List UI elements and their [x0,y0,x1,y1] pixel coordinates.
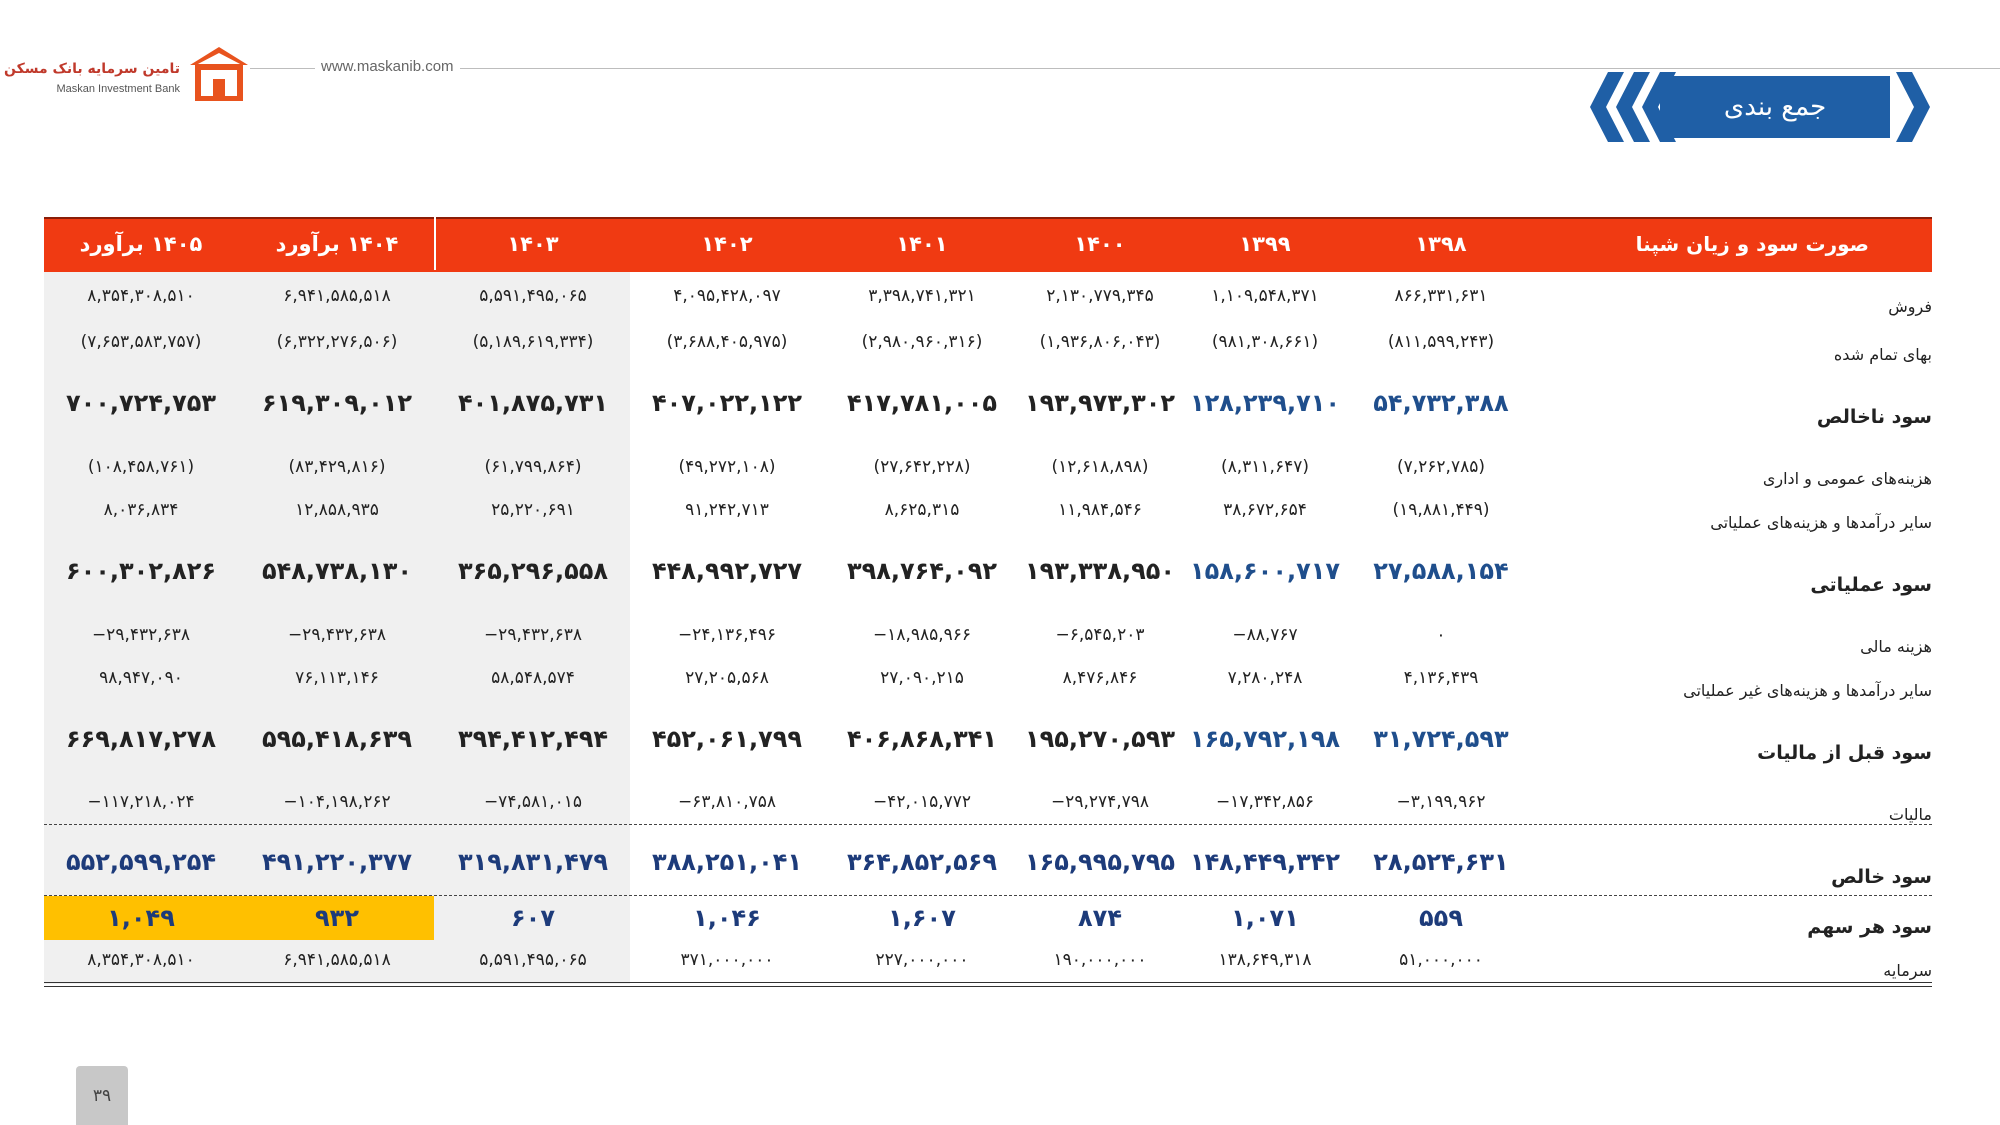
table-cell: (۲۷,۶۴۲,۲۲۸) [873,457,971,477]
logo-text-fa: تامین سرمایه بانک مسکن [3,61,180,77]
table-cell: ۱۶۵,۹۹۵,۷۹۵ [1024,848,1176,876]
column-header: ۱۴۰۲ [701,231,753,256]
row-label: سرمایه [1883,961,1932,980]
table-cell: ۵۱,۰۰۰,۰۰۰ [1399,950,1483,970]
table-cell: (۸,۳۱۱,۶۴۷) [1221,457,1309,477]
table-cell: ۱۲,۸۵۸,۹۳۵ [295,500,379,520]
table-cell: (۷,۲۶۲,۷۸۵) [1397,457,1485,477]
table-cell: ۳۹۸,۷۶۴,۰۹۲ [846,557,998,585]
table-cell: −۱۰۴,۱۹۸,۲۶۲ [283,792,391,812]
table-row [44,488,1932,532]
table-cell: −۲۹,۴۳۲,۶۳۸ [91,625,191,645]
column-header: ۱۳۹۸ [1415,231,1467,256]
table-cell: ۱۳۸,۶۴۹,۳۱۸ [1218,950,1312,970]
table-cell: ۹۱,۲۴۲,۷۱۳ [685,500,769,520]
row-label: سود عملیاتی [1810,574,1932,596]
table-cell: −۲۴,۱۳۶,۴۹۶ [677,625,777,645]
table-cell: (۸۳,۴۲۹,۸۱۶) [288,457,386,477]
table-cell: ۱۹۵,۲۷۰,۵۹۳ [1024,725,1176,753]
table-header-separator [434,217,436,270]
table-cell: ۸,۶۲۵,۳۱۵ [884,500,960,520]
table-cell: ۸۶۶,۳۳۱,۶۳۱ [1394,286,1488,306]
table-cell: ۷۶,۱۱۳,۱۴۶ [295,668,379,688]
table-cell: ۱,۱۰۹,۵۴۸,۳۷۱ [1211,286,1319,306]
table-cell: ۸,۴۷۶,۸۴۶ [1062,668,1138,688]
table-cell: ۳۶۵,۲۹۶,۵۵۸ [457,557,609,585]
table-cell: ۳,۳۹۸,۷۴۱,۳۲۱ [868,286,976,306]
table-cell: −۲۹,۴۳۲,۶۳۸ [483,625,583,645]
table-row [44,546,1932,596]
table-cell: (۱,۹۳۶,۸۰۶,۰۴۳) [1039,332,1161,352]
table-cell: ۱۲۸,۲۳۹,۷۱۰ [1189,389,1341,417]
table-cell: ۲۲۷,۰۰۰,۰۰۰ [875,950,969,970]
table-cell: −۶۳,۸۱۰,۷۵۸ [677,792,777,812]
table-cell: ۱۱,۹۸۴,۵۴۶ [1058,500,1142,520]
table-row-header: صورت سود و زیان شپنا [1635,231,1869,256]
table-cell: ۸۷۴ [1078,904,1122,932]
dashed-divider [44,824,1932,825]
table-cell: ۴۱۷,۷۸۱,۰۰۵ [846,389,998,417]
table-cell: (۱۹,۸۸۱,۴۴۹) [1392,500,1490,520]
table-row [44,940,1932,980]
row-label: سایر درآمدها و هزینه‌های غیر عملیاتی [1683,681,1932,700]
dashed-divider [44,895,1932,896]
column-header: ۱۴۰۵ برآورد [79,231,203,256]
table-cell: ۶,۹۴۱,۵۸۵,۵۱۸ [283,950,391,970]
table-row [44,836,1932,888]
table-cell: −۱۱۷,۲۱۸,۰۲۴ [87,792,195,812]
table-cell: ۷۰۰,۷۲۴,۷۵۳ [65,389,217,417]
table-cell: −۴۲,۰۱۵,۷۷۲ [872,792,972,812]
table-cell: ۶۰۷ [511,904,555,932]
table-row [44,898,1932,938]
house-logo-icon [188,45,250,101]
table-cell: ۲۸,۵۲۴,۶۳۱ [1373,848,1509,876]
table-cell: −۲۹,۴۳۲,۶۳۸ [287,625,387,645]
table-cell: ۵۹۵,۴۱۸,۶۳۹ [261,725,413,753]
table-cell: ۱,۰۴۶ [693,904,761,932]
table-cell: ۱۹۳,۹۷۳,۳۰۲ [1024,389,1176,417]
table-cell: ۳۹۴,۴۱۲,۴۹۴ [457,725,609,753]
table-row [44,378,1932,428]
table-cell: ۵,۵۹۱,۴۹۵,۰۶۵ [479,950,587,970]
table-cell: −۲۹,۲۷۴,۷۹۸ [1050,792,1150,812]
table-cell: ۱۵۸,۶۰۰,۷۱۷ [1189,557,1341,585]
table-cell: ۲,۱۳۰,۷۷۹,۳۴۵ [1046,286,1154,306]
table-row [44,714,1932,764]
table-cell: ۳۸۸,۲۵۱,۰۴۱ [651,848,803,876]
table-cell: ۵,۵۹۱,۴۹۵,۰۶۵ [479,286,587,306]
header-divider-left [250,68,300,69]
table-cell: ۱,۶۰۷ [888,904,956,932]
table-cell: ۴۰۱,۸۷۵,۷۳۱ [457,389,609,417]
row-label: سود خالص [1831,866,1932,888]
table-cell: ۱,۰۴۹ [107,904,175,932]
column-header: ۱۴۰۱ [896,231,948,256]
row-label: مالیات [1888,805,1932,824]
table-cell: ۹۸,۹۴۷,۰۹۰ [99,668,183,688]
website-url: www.maskanib.com [315,58,460,75]
table-row [44,780,1932,824]
column-header: ۱۳۹۹ [1239,231,1291,256]
table-cell: −۸۸,۷۶۷ [1232,625,1298,645]
table-cell: ۶۶۹,۸۱۷,۲۷۸ [65,725,217,753]
table-cell: −۱۷,۳۴۲,۸۵۶ [1215,792,1315,812]
table-cell: ۲۵,۲۲۰,۶۹۱ [491,500,575,520]
table-cell: ۲۷,۰۹۰,۲۱۵ [880,668,964,688]
header-divider [300,68,2000,69]
table-cell: ۱۴۸,۴۴۹,۳۴۲ [1189,848,1341,876]
table-cell: ۴۴۸,۹۹۲,۷۲۷ [651,557,803,585]
table-bottom-rule [44,982,1932,987]
table-row [44,446,1932,488]
table-cell: ۰ [1436,625,1446,645]
table-row [44,614,1932,656]
table-cell: ۴,۱۳۶,۴۳۹ [1403,668,1479,688]
table-cell: −۷۴,۵۸۱,۰۱۵ [483,792,583,812]
table-cell: (۸۱۱,۵۹۹,۲۴۳) [1387,332,1495,352]
table-cell: ۴۰۶,۸۶۸,۳۴۱ [846,725,998,753]
table-cell: ۳۱۹,۸۳۱,۴۷۹ [457,848,609,876]
table-cell: ۳۸,۶۷۲,۶۵۴ [1223,500,1307,520]
table-cell: ۹۳۲ [315,904,359,932]
column-header: ۱۴۰۴ برآورد [275,231,399,256]
logo [3,45,250,105]
row-label: سود هر سهم [1807,916,1932,938]
column-header: ۱۴۰۳ [507,231,559,256]
row-label: سود ناخالص [1816,406,1932,428]
table-cell: (۴۹,۲۷۲,۱۰۸) [678,457,776,477]
table-row [44,276,1932,316]
table-cell: −۱۸,۹۸۵,۹۶۶ [872,625,972,645]
table-row [44,320,1932,364]
table-cell: (۳,۶۸۸,۴۰۵,۹۷۵) [666,332,788,352]
row-label: فروش [1888,297,1932,316]
table-cell: ۱۹۳,۳۳۸,۹۵۰ [1024,557,1176,585]
table-cell: (۷,۶۵۳,۵۸۳,۷۵۷) [80,332,202,352]
table-cell: ۴۰۷,۰۲۲,۱۲۲ [651,389,803,417]
table-cell: ۴۹۱,۲۲۰,۳۷۷ [261,848,413,876]
table-cell: ۱,۰۷۱ [1231,904,1299,932]
table-cell: ۵۴,۷۳۲,۳۸۸ [1373,389,1509,417]
table-cell: (۵,۱۸۹,۶۱۹,۳۳۴) [472,332,594,352]
table-cell: ۴۵۲,۰۶۱,۷۹۹ [651,725,803,753]
table-cell: −۳,۱۹۹,۹۶۲ [1396,792,1486,812]
table-cell: ۳۱,۷۲۴,۵۹۳ [1373,725,1509,753]
page-title: جمع بندی [1660,76,1890,138]
table-cell: (۶,۳۲۲,۲۷۶,۵۰۶) [276,332,398,352]
table-cell: ۸,۳۵۴,۳۰۸,۵۱۰ [87,950,195,970]
table-cell: (۶۱,۷۹۹,۸۶۴) [484,457,582,477]
table-cell: ۵۸,۵۴۸,۵۷۴ [491,668,575,688]
row-label: هزینه مالی [1860,637,1932,656]
table-row [44,656,1932,700]
table-cell: ۸,۳۵۴,۳۰۸,۵۱۰ [87,286,195,306]
row-label: سود قبل از مالیات [1757,742,1932,764]
table-cell: ۴,۰۹۵,۴۲۸,۰۹۷ [673,286,781,306]
row-label: سایر درآمدها و هزینه‌های عملیاتی [1710,513,1932,532]
table-cell: ۵۴۸,۷۳۸,۱۳۰ [261,557,413,585]
table-cell: ۶۰۰,۳۰۲,۸۲۶ [65,557,217,585]
table-cell: ۸,۰۳۶,۸۳۴ [103,500,179,520]
table-cell: ۶۱۹,۳۰۹,۰۱۲ [261,389,413,417]
column-header: ۱۴۰۰ [1074,231,1126,256]
table-cell: −۶,۵۴۵,۲۰۳ [1055,625,1145,645]
page-number: ۳۹ [76,1066,128,1125]
table-cell: ۵۵۲,۵۹۹,۲۵۴ [65,848,217,876]
table-cell: ۲۷,۵۸۸,۱۵۴ [1373,557,1509,585]
table-cell: ۷,۲۸۰,۲۴۸ [1227,668,1303,688]
table-cell: ۵۵۹ [1419,904,1463,932]
table-cell: (۱۲,۶۱۸,۸۹۸) [1051,457,1149,477]
row-label: هزینه‌های عمومی و اداری [1762,469,1932,488]
table-cell: ۱۹۰,۰۰۰,۰۰۰ [1053,950,1147,970]
table-cell: (۱۰۸,۴۵۸,۷۶۱) [87,457,195,477]
table-cell: ۶,۹۴۱,۵۸۵,۵۱۸ [283,286,391,306]
table-cell: ۳۶۴,۸۵۲,۵۶۹ [846,848,998,876]
table-cell: ۳۷۱,۰۰۰,۰۰۰ [680,950,774,970]
table-cell: (۲,۹۸۰,۹۶۰,۳۱۶) [861,332,983,352]
table-cell: ۱۶۵,۷۹۲,۱۹۸ [1189,725,1341,753]
row-label: بهای تمام شده [1833,345,1932,364]
logo-text-en: Maskan Investment Bank [56,83,180,95]
table-cell: (۹۸۱,۳۰۸,۶۶۱) [1211,332,1319,352]
table-cell: ۲۷,۲۰۵,۵۶۸ [685,668,769,688]
